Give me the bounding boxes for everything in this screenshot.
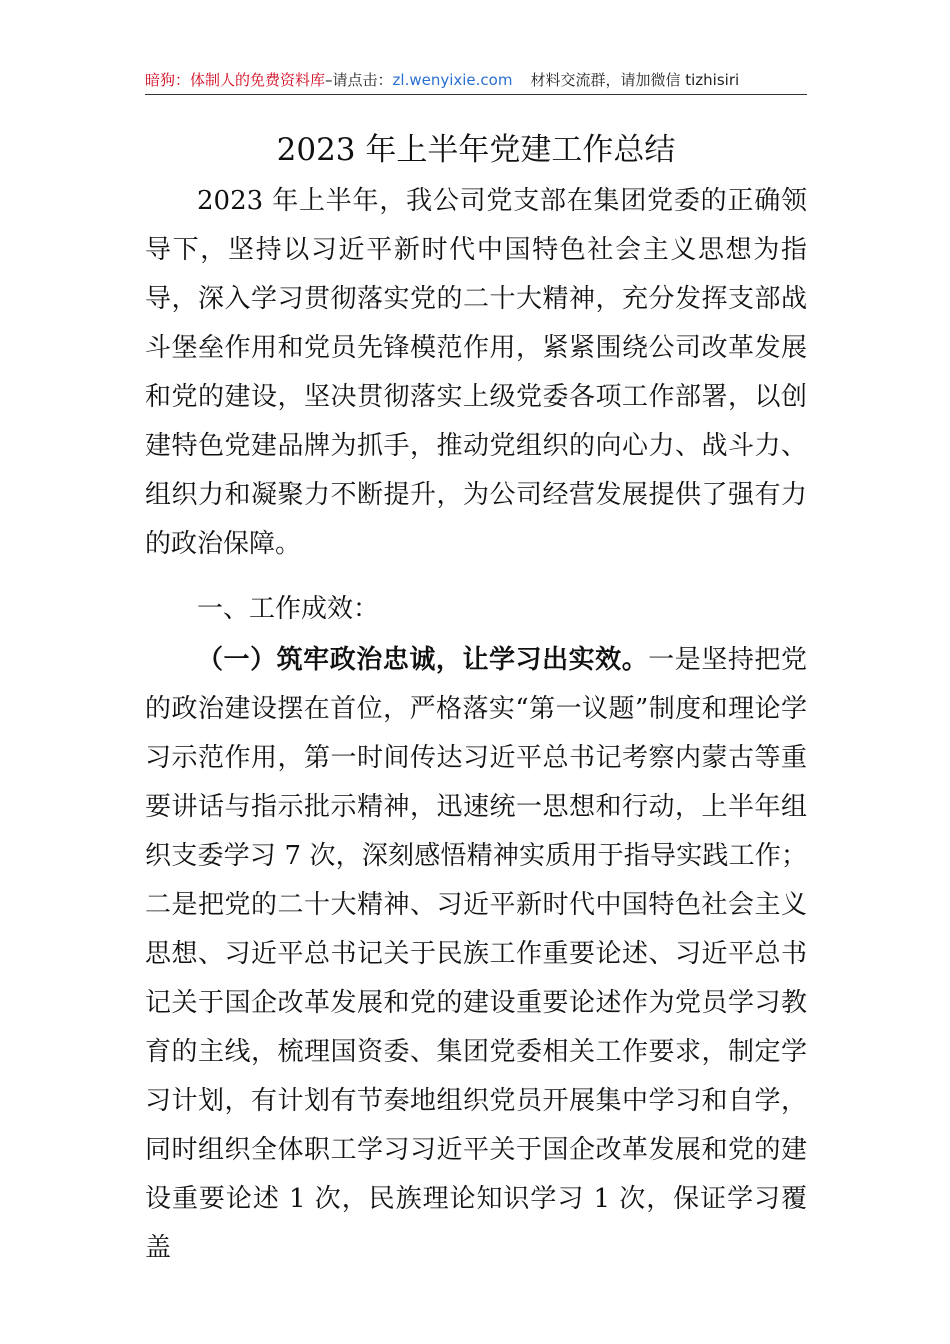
watermark-source: 暗狗：体制人的免费资料库 — [145, 71, 326, 89]
click-prompt: –请点击： — [325, 71, 393, 89]
group-note: 材料交流群，请加微信 tizhisiri — [530, 71, 740, 89]
item-heading: （一）筑牢政治忠诚，让学习出实效。 — [197, 645, 649, 675]
document-title: 2023 年上半年党建工作总结 — [276, 132, 676, 168]
source-link[interactable]: zl.wenyixie.com — [392, 71, 513, 89]
item-body: 一是坚持把党的政治建设摆在首位，严格落实“第一议题”制度和理论学习示范作用，第一时间传达习近平总书记考察内蒙古等重要讲话与指示批示精神，迅速统一思想和行动，上半年组织支委学习 7 次，深刻感悟精神实质用于指导实践工作；二是把党的二十大精神、习近平新时代中国特色社会主义思想、习近平总书记关于民族工作重要论述、习近平总书记关于国企改革发展和党的建设重要论述作为党员学习教育的主线，梳理国资委、集团党委相关工作要求，制定学习计划，有计划有节奏地组织党员开展集中学习和自学，同时组织全体职工学习习近平关于国企改革发展和党的建设重要论述 1 次，民族理论知识学习 1 次，保证学习覆盖 — [145, 645, 807, 1263]
intro-paragraph: 2023 年上半年，我公司党支部在集团党委的正确领导下，坚持以习近平新时代中国特色社会主义思想为指导，深入学习贯彻落实党的二十大精神，充分发挥支部战斗堡垒作用和党员先锋模范作用，紧紧围绕公司改革发展和党的建设，坚决贯彻落实上级党委各项工作部署，以创建特色党建品牌为抓手，推动党组织的向心力、战斗力、组织力和凝聚力不断提升，为公司经营发展提供了强有力的政治保障。 — [145, 186, 807, 559]
item-paragraph — [145, 636, 807, 1273]
document-body — [145, 177, 807, 1273]
page-header — [145, 66, 807, 95]
section-heading: 一、工作成效： — [197, 594, 380, 624]
